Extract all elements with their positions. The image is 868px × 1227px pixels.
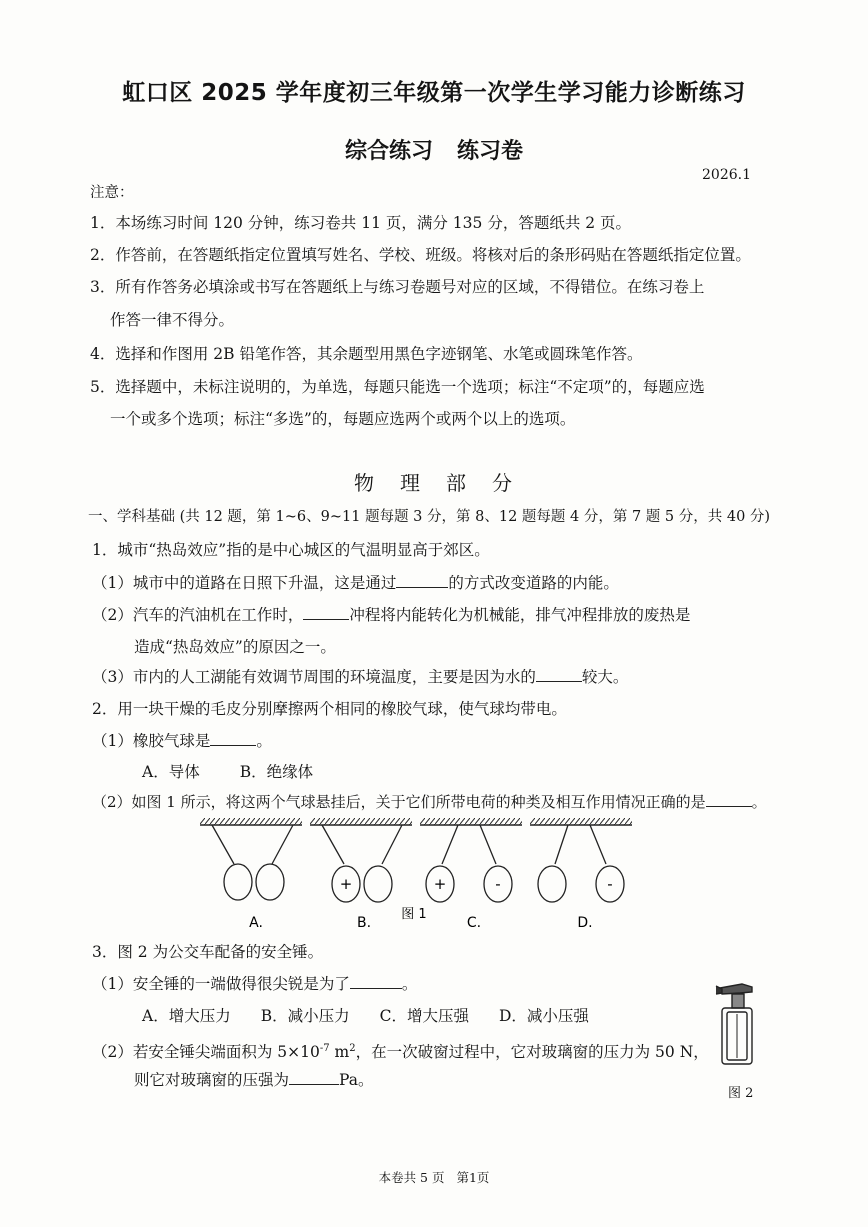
- q1-sub1-text: （1）城市中的道路在日照下升温，这是通过: [92, 574, 397, 592]
- section-title: 物理部分: [354, 471, 538, 495]
- q3-sub2: [92, 1039, 709, 1062]
- q2-options: [142, 762, 313, 782]
- q3-sub1-tail: 。: [401, 975, 418, 993]
- notice-item-3-cont: 作答一律不得分。: [110, 311, 235, 329]
- q2-sub1: [92, 731, 272, 751]
- q3-stem: 3．图 2 为公交车配备的安全锤。: [92, 943, 324, 961]
- q1-sub2-tail: 冲程将内能转化为机械能，排气冲程排放的废热是: [349, 606, 691, 624]
- q1-sub2-cont: 造成“热岛效应”的原因之一。: [134, 638, 336, 656]
- q3-unit-exponent: 2: [349, 1043, 356, 1054]
- q1-sub2: [92, 605, 690, 625]
- charge-c-right: -: [495, 875, 501, 893]
- ceiling-d: [530, 818, 632, 825]
- charge-c-left: +: [433, 875, 447, 893]
- q2-stem: 2．用一块干燥的毛皮分别摩擦两个相同的橡胶气球，使气球均带电。: [92, 700, 567, 718]
- q3-options: [142, 1006, 589, 1026]
- q1-sub3-text: （3）市内的人工湖能有效调节周围的环境温度，主要是因为水的: [92, 668, 536, 686]
- q2-sub2-text: （2）如图 1 所示，将这两个气球悬挂后，关于它们所带电荷的种类及相互作用情况正确的是: [92, 793, 706, 811]
- q2-option-b[interactable]: B．绝缘体: [239, 763, 314, 781]
- figure-1-balloons: [0, 812, 868, 932]
- exam-date: 2026.1: [702, 167, 751, 183]
- q1-sub1-tail: 的方式改变道路的内能。: [448, 574, 619, 592]
- q3-exponent: -7: [319, 1043, 330, 1054]
- subtitle-left: 综合练习: [344, 139, 433, 164]
- subtitle-right: 练习卷: [457, 139, 524, 164]
- answer-blank[interactable]: [706, 792, 752, 807]
- fig1-label-c: C.: [466, 915, 482, 931]
- notice-item-5-cont: 一个或多个选项；标注“多选”的，每题应选两个或两个以上的选项。: [110, 410, 576, 428]
- ceiling-a: [200, 818, 302, 825]
- q1-sub3-tail: 较大。: [581, 668, 629, 686]
- q3-sub2-cont-text: 则它对玻璃窗的压强为: [134, 1071, 290, 1089]
- q3-sub2-cont-tail: Pa。: [339, 1071, 374, 1089]
- q2-sub1-tail: 。: [256, 732, 272, 750]
- q1-sub2-text: （2）汽车的汽油机在工作时，: [92, 606, 304, 624]
- part1-heading: 一、学科基础 (共 12 题，第 1~6、9~11 题每题 3 分，第 8、12 题每题 4 分，第 7 题 5 分，共 40 分): [88, 509, 771, 525]
- q1-sub1: [92, 573, 619, 593]
- notice-item-4: 4．选择和作图用 2B 铅笔作答，其余题型用黑色字迹钢笔、水笔或圆珠笔作答。: [90, 345, 643, 363]
- notice-item-3: 3．所有作答务必填涂或书写在答题纸上与练习卷题号对应的区域，不得错位。在练习卷上: [90, 278, 705, 296]
- q2-sub2-tail: 。: [751, 793, 767, 811]
- hammer-head-icon: [720, 984, 752, 994]
- q3-option-d[interactable]: D．减小压强: [498, 1007, 589, 1025]
- charge-b-left: +: [339, 875, 353, 893]
- notice-item-5: 5．选择题中，未标注说明的，为单选，每题只能选一个选项；标注“不定项”的，每题应选: [90, 378, 705, 396]
- fig1-label-a: A.: [249, 915, 263, 931]
- answer-blank[interactable]: [396, 573, 448, 588]
- figure-2-safety-hammer: [712, 978, 772, 1068]
- notice-item-2: 2．作答前，在答题纸指定位置填写姓名、学校、班级。将核对后的条形码贴在答题纸指定位置。: [90, 246, 751, 264]
- answer-blank[interactable]: [210, 731, 256, 746]
- q1-sub3: [92, 667, 628, 687]
- option-a-balloons: [212, 825, 293, 900]
- fig1-caption: 图 1: [401, 907, 427, 922]
- charge-d-right: -: [607, 875, 613, 893]
- q3-option-a[interactable]: A．增大压力: [142, 1007, 231, 1025]
- answer-blank[interactable]: [536, 667, 582, 682]
- page-footer: [0, 1168, 868, 1186]
- q3-sub2-text: （2）若安全锤尖端面积为 5×10: [92, 1043, 320, 1062]
- notice-label: 注意：: [90, 185, 134, 201]
- q3-sub2-tail: ，在一次破窗过程中，它对玻璃窗的压力为 50 N，: [355, 1043, 709, 1062]
- footer-total: 本卷共 5 页: [378, 1170, 445, 1185]
- fig1-label-b: B.: [356, 915, 372, 931]
- q2-sub2: [92, 792, 767, 812]
- q3-sub1-text: （1）安全锤的一端做得很尖锐是为了: [92, 975, 350, 993]
- notice-item-1: 1．本场练习时间 120 分钟，练习卷共 11 页，满分 135 分，答题纸共 2 页。: [90, 214, 632, 232]
- exam-title: 虹口区 2025 学年度初三年级第一次学生学习能力诊断练习: [122, 80, 746, 106]
- q3-option-c[interactable]: C．增大压强: [379, 1007, 469, 1025]
- q3-option-b[interactable]: B．减小压力: [260, 1007, 350, 1025]
- q3-unit: m: [329, 1043, 350, 1062]
- q3-sub2-cont: [134, 1070, 374, 1090]
- exam-subtitle: [0, 134, 868, 165]
- answer-blank[interactable]: [350, 974, 402, 989]
- option-b-balloons: [322, 825, 402, 902]
- ceiling-c: [420, 818, 522, 825]
- fig1-label-d: D.: [577, 915, 593, 931]
- ceiling-b: [310, 818, 412, 825]
- footer-page: 第1页: [456, 1170, 490, 1185]
- q3-sub1: [92, 974, 417, 994]
- q2-option-a[interactable]: A．导体: [142, 763, 200, 781]
- q2-sub1-text: （1）橡胶气球是: [92, 732, 211, 750]
- fig2-caption: 图 2: [728, 1086, 754, 1101]
- answer-blank[interactable]: [303, 605, 349, 620]
- q1-stem: 1．城市“热岛效应”指的是中心城区的气温明显高于郊区。: [92, 541, 490, 559]
- answer-blank[interactable]: [289, 1070, 339, 1085]
